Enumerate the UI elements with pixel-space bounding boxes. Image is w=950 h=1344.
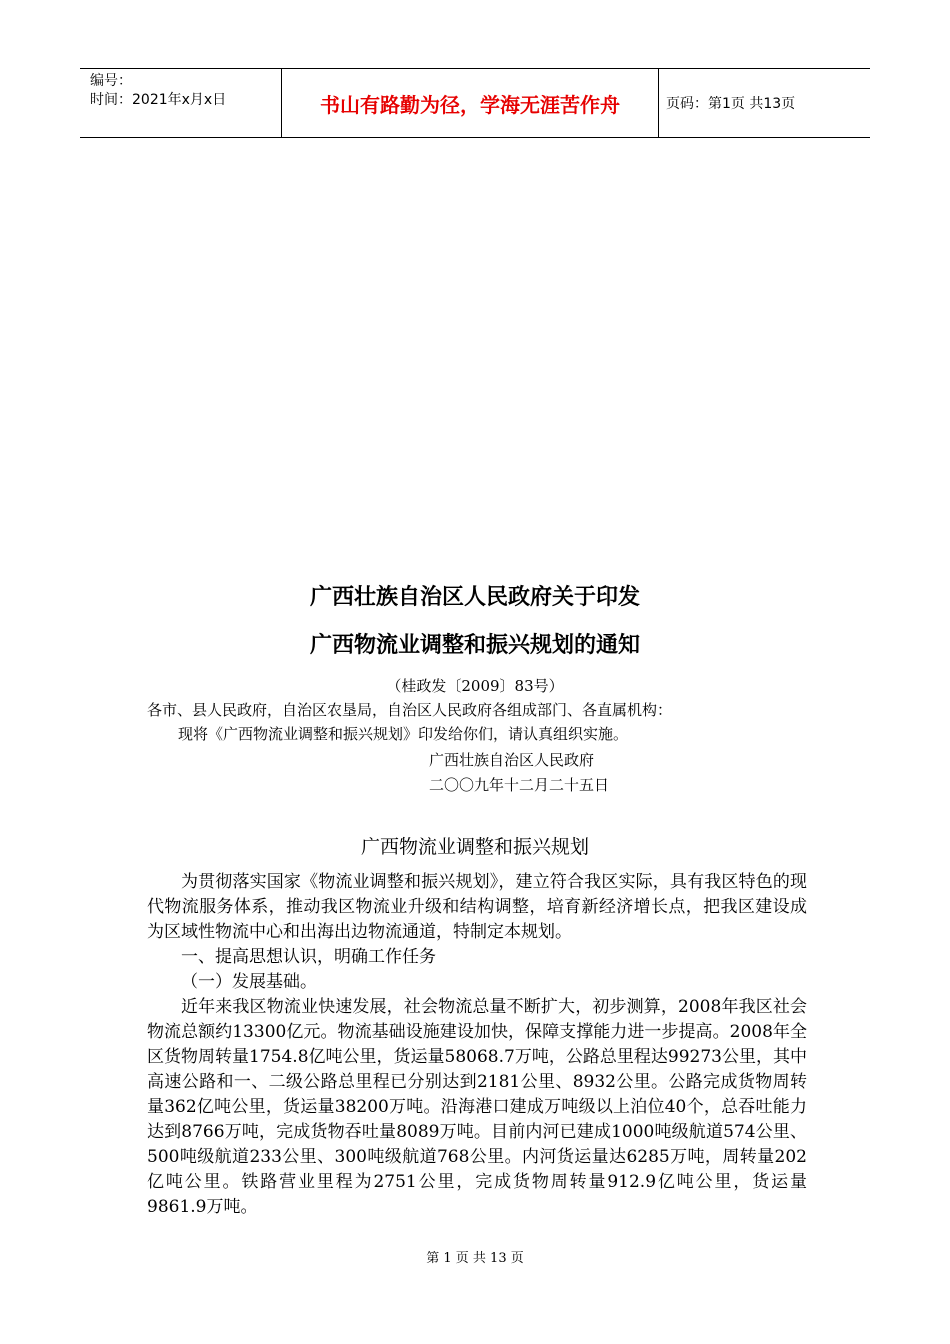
paragraph-2: 近年来我区物流业快速发展，社会物流总量不断扩大，初步测算，2008年我区社会物流总额约13300亿元。物流基础设施建设加快，保障支撑能力进一步提高。2008年全区货物周转量1754.8亿吨公里，货运量58068.7万吨，公路总里程达99273公里，其中高速公路和一、二级公路总里程已分别达到2181公里、8932公里。公路完成货物周转量362亿吨公里，货运量38200万吨。沿海港口建成万吨级以上泊位40个，总吞吐能力达到8766万吨，完成货物吞吐量8089万吨。目前内河已建成1000吨级航道574公里、500吨级航道233公里、300吨级航道768公里。内河货运量达6285万吨，周转量202亿吨公里。铁路营业里程为2751公里，完成货物周转量912.9亿吨公里，货运量9861.9万吨。	[147, 997, 807, 1217]
subsection-heading-1: （一）发展基础。	[181, 972, 317, 992]
signer: 广西壮族自治区人民政府	[429, 751, 595, 769]
document-title-line1: 广西壮族自治区人民政府关于印发	[309, 584, 640, 610]
header-page-label: 页码：第1页 共13页	[666, 96, 796, 112]
header-meta-cell	[80, 69, 282, 137]
page-footer: 第 1 页 共 13 页	[426, 1251, 524, 1266]
number-label: 编号：	[90, 73, 132, 89]
page-header	[80, 68, 870, 138]
plan-title: 广西物流业调整和振兴规划	[360, 836, 589, 858]
document-number: （桂政发〔2009〕83号）	[386, 677, 564, 695]
document-body	[147, 870, 807, 1220]
header-motto: 书山有路勤为径，学海无涯苦作舟	[282, 69, 659, 137]
addressee: 各市、县人民政府，自治区农垦局，自治区人民政府各组成部门、各直属机构：	[147, 701, 673, 719]
time-label: 时间：2021年x月x日	[90, 92, 227, 108]
document-title-line2: 广西物流业调整和振兴规划的通知	[309, 632, 640, 658]
section-heading-1: 一、提高思想认识，明确工作任务	[181, 947, 436, 967]
sign-date: 二〇〇九年十二月二十五日	[429, 776, 610, 794]
intro-text: 现将《广西物流业调整和振兴规划》印发给你们，请认真组织实施。	[178, 725, 629, 743]
paragraph-1: 为贯彻落实国家《物流业调整和振兴规划》，建立符合我区实际，具有我区特色的现代物流服务体系，推动我区物流业升级和结构调整，培育新经济增长点，把我区建设成为区域性物流中心和出海出边物流通道，特制定本规划。	[147, 872, 807, 942]
